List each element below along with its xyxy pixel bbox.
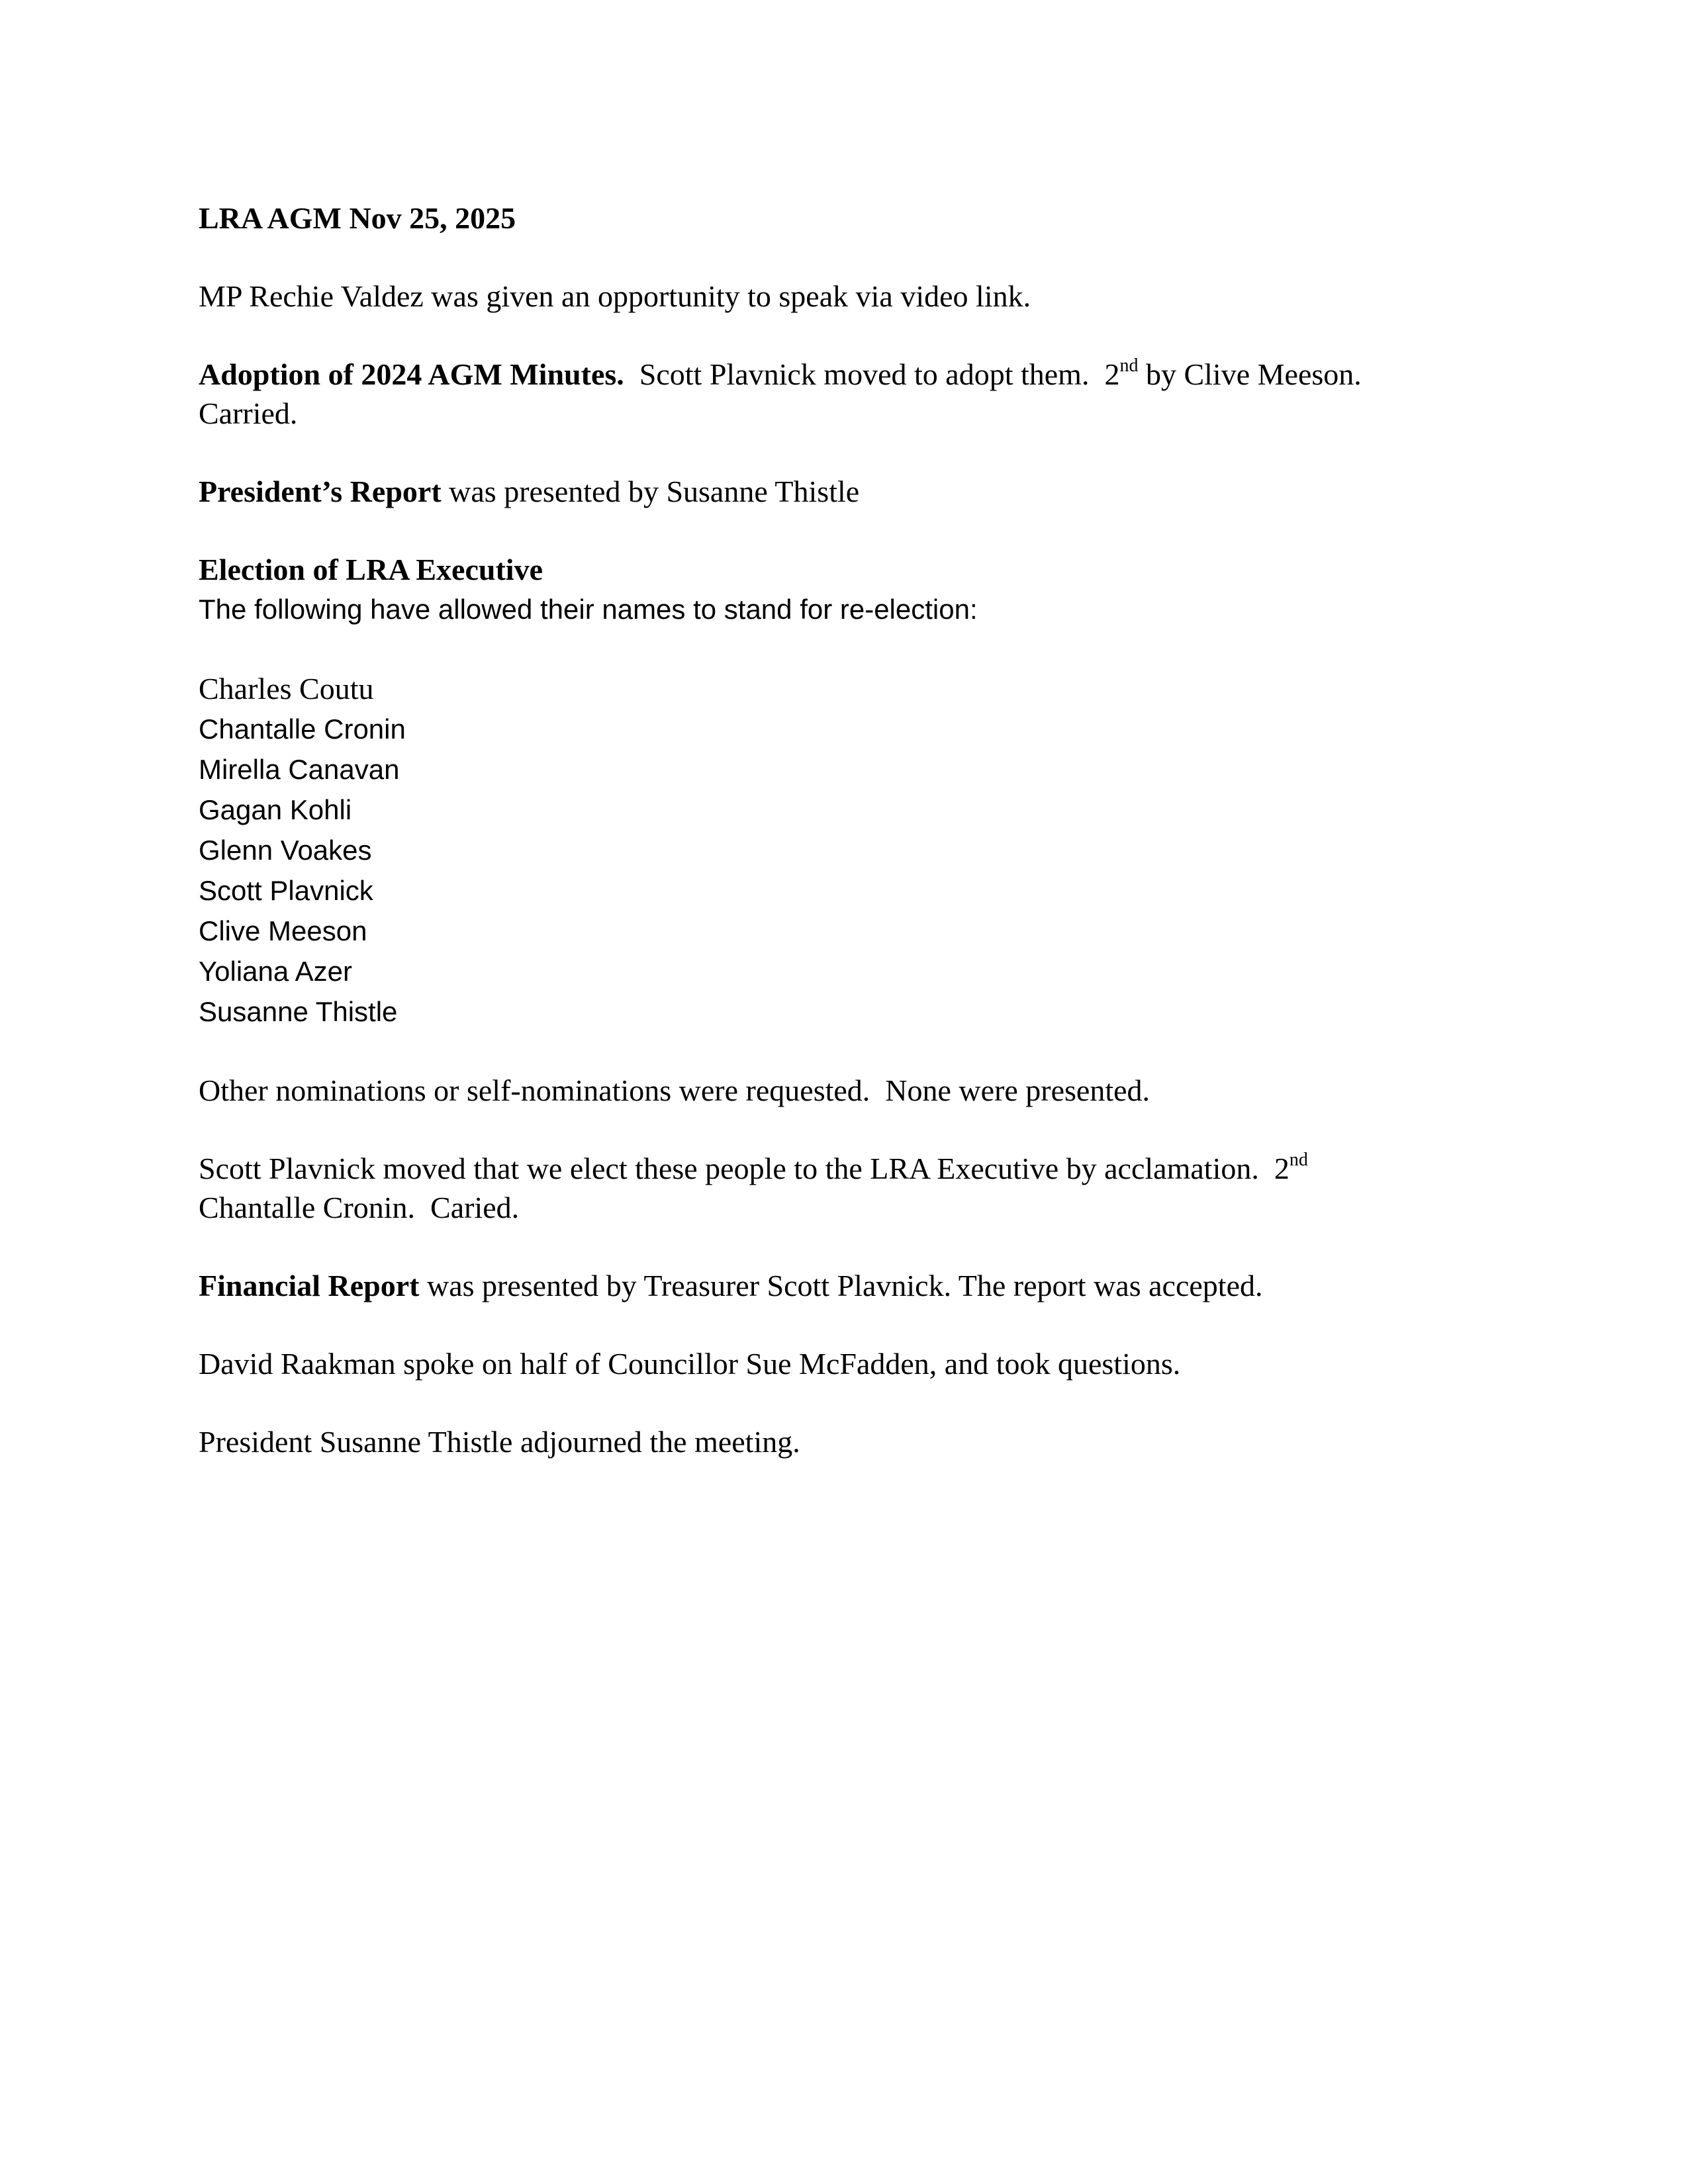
list-item: Gagan Kohli bbox=[199, 794, 352, 825]
councillor-paragraph: David Raakman spoke on half of Councillor Sue McFadden, and took questions. bbox=[199, 1347, 1181, 1381]
acclamation-line-2: Chantalle Cronin. Caried. bbox=[199, 1191, 520, 1224]
acclamation-line-1 bbox=[199, 1149, 1489, 1188]
adjourn-paragraph: President Susanne Thistle adjourned the meeting. bbox=[199, 1425, 800, 1459]
candidate-list bbox=[199, 668, 1489, 1032]
president-report-paragraph bbox=[199, 472, 1489, 511]
list-item: Chantalle Cronin bbox=[199, 713, 406, 745]
mp-paragraph: MP Rechie Valdez was given an opportunity to speak via video link. bbox=[199, 279, 1031, 313]
president-report-text: was presented by Susanne Thistle bbox=[441, 475, 860, 508]
list-item: Yoliana Azer bbox=[199, 956, 352, 987]
acclamation-superscript: nd bbox=[1289, 1150, 1308, 1170]
minutes-body bbox=[199, 199, 1489, 1461]
list-item: Scott Plavnick bbox=[199, 875, 373, 906]
adoption-line-1 bbox=[199, 355, 1489, 394]
financial-report-paragraph bbox=[199, 1266, 1489, 1305]
nominations-paragraph: Other nominations or self-nominations were requested. None were presented. bbox=[199, 1073, 1150, 1107]
election-section bbox=[199, 550, 1489, 1032]
adoption-line-2: Carried. bbox=[199, 396, 298, 430]
adoption-heading: Adoption of 2024 AGM Minutes. bbox=[199, 357, 624, 391]
list-item: Susanne Thistle bbox=[199, 996, 398, 1027]
adoption-text: Scott Plavnick moved to adopt them. 2 bbox=[624, 357, 1120, 391]
list-item: Glenn Voakes bbox=[199, 835, 372, 866]
president-report-heading: President’s Report bbox=[199, 475, 442, 508]
document-title: LRA AGM Nov 25, 2025 bbox=[199, 201, 516, 235]
adoption-superscript: nd bbox=[1119, 355, 1139, 376]
financial-report-text: was presented by Treasurer Scott Plavnick. The report was accepted. bbox=[419, 1269, 1263, 1302]
adoption-text-end: by Clive Meeson. bbox=[1138, 357, 1362, 391]
financial-report-heading: Financial Report bbox=[199, 1269, 420, 1302]
election-heading: Election of LRA Executive bbox=[199, 553, 543, 586]
adoption-paragraph bbox=[199, 355, 1489, 433]
acclamation-text: Scott Plavnick moved that we elect these people to the LRA Executive by acclamation. 2 bbox=[199, 1152, 1289, 1185]
list-item: Charles Coutu bbox=[199, 672, 374, 705]
list-item: Clive Meeson bbox=[199, 915, 367, 946]
election-intro: The following have allowed their names to stand for re-election: bbox=[199, 594, 978, 625]
acclamation-paragraph bbox=[199, 1149, 1489, 1227]
list-item: Mirella Canavan bbox=[199, 754, 400, 785]
